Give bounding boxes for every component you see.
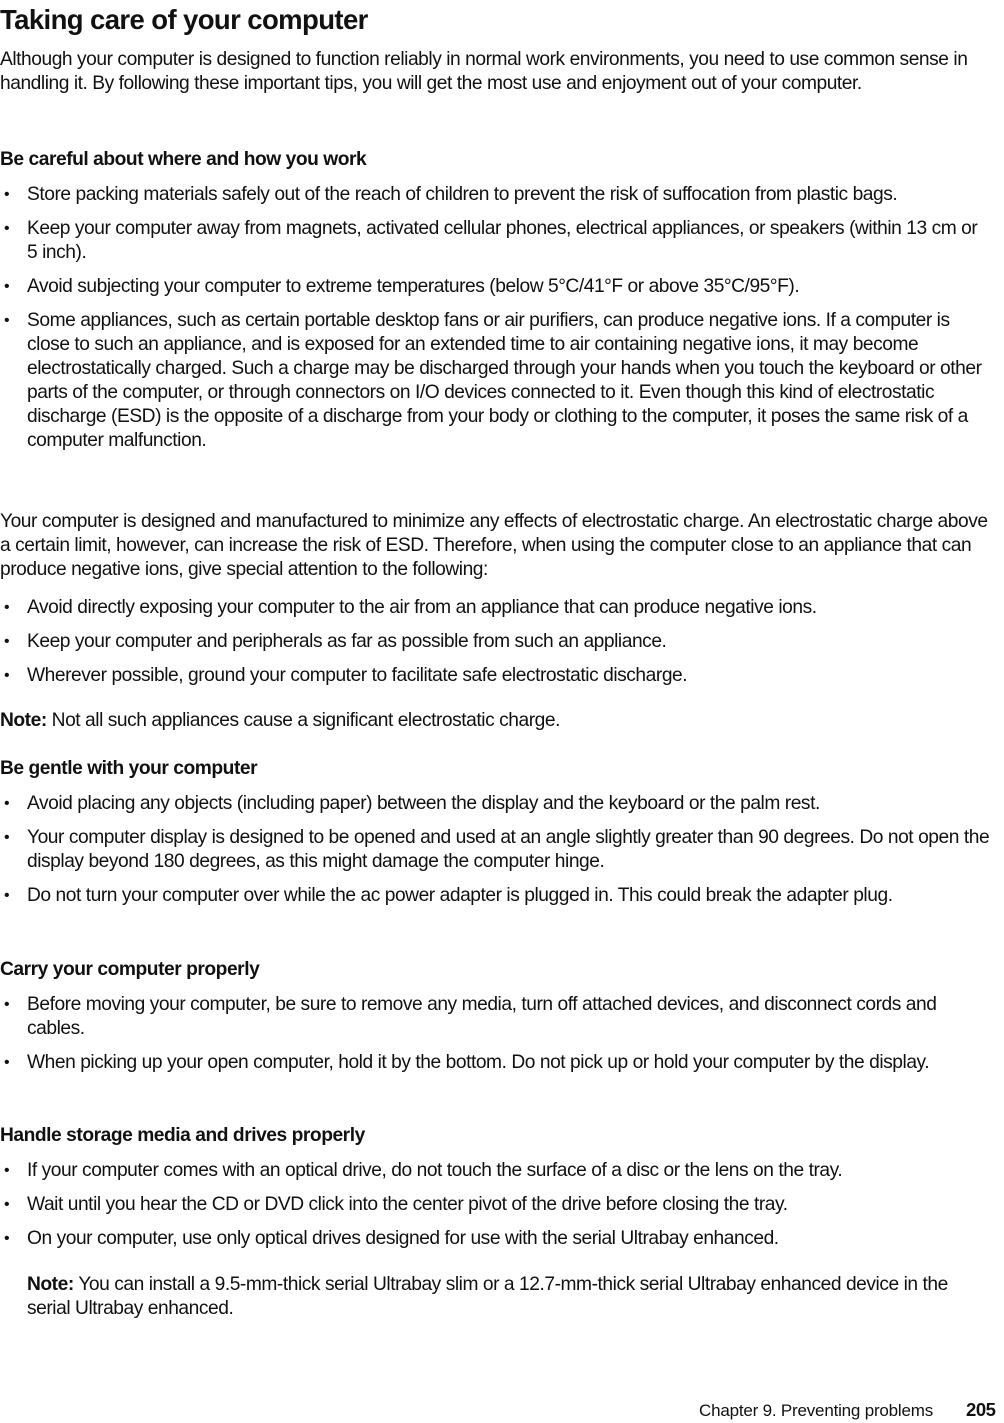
bullet-icon: •: [4, 633, 10, 650]
list-item-text: When picking up your open computer, hold it by the bottom. Do not pick up or hold your computer by the display.: [27, 1052, 930, 1073]
list-item-text: Before moving your computer, be sure to remove any media, turn off attached devices, and disconnect cords and cables.: [27, 994, 937, 1039]
section-heading-where-how: Be careful about where and how you work: [0, 149, 367, 170]
list-item: [0, 1227, 990, 1251]
list-item: [0, 664, 990, 688]
bullet-icon: •: [4, 312, 10, 329]
list-item: [0, 275, 990, 299]
bullet-list-carry: [0, 993, 990, 1075]
list-item: [0, 309, 990, 453]
bullet-icon: •: [4, 667, 10, 684]
bullet-list-storage: [0, 1159, 990, 1251]
bullet-icon: •: [4, 1230, 10, 1247]
bullet-list-where-how: [0, 183, 990, 453]
list-item: [0, 1051, 990, 1075]
bullet-icon: •: [4, 1054, 10, 1071]
note-text: You can install a 9.5-mm-thick serial Ultrabay slim or a 12.7-mm-thick serial Ultrabay enhanced device in the serial Ultrabay enhanced.: [27, 1274, 948, 1319]
note-storage: [27, 1273, 987, 1321]
list-item-text: Some appliances, such as certain portable desktop fans or air purifiers, can produce negative ions. If a computer is close to such an appliance, and is exposed for an extended time to air containing negative ions, it may become electrostatically charged. Such a charge may be discharged through your hands when you touch the keyboard or other parts of the computer, or through connectors on I/O devices connected to it. Even though this kind of electrostatic discharge (ESD) is the opposite of a discharge from your body or clothing to the computer, it poses the same risk of a computer malfunction.: [27, 310, 982, 451]
list-item: [0, 596, 990, 620]
esd-paragraph: Your computer is designed and manufactured to minimize any effects of electrostatic charge. An electrostatic charge above a certain limit, however, can increase the risk of ESD. Therefore, when using the computer close to an appliance that can produce negative ions, give special attention to the following:: [0, 511, 988, 580]
bullet-icon: •: [4, 795, 10, 812]
section-heading-storage: Handle storage media and drives properly: [0, 1125, 365, 1146]
bullet-icon: •: [4, 278, 10, 295]
list-item-text: Avoid placing any objects (including paper) between the display and the keyboard or the palm rest.: [27, 793, 820, 814]
list-item: [0, 1159, 990, 1183]
list-item-text: Keep your computer away from magnets, activated cellular phones, electrical appliances, or speakers (within 13 cm or 5 inch).: [27, 218, 978, 263]
list-item-text: Do not turn your computer over while the ac power adapter is plugged in. This could break the adapter plug.: [27, 885, 893, 906]
bullet-icon: •: [4, 186, 10, 203]
list-item-text: Your computer display is designed to be opened and used at an angle slightly greater than 90 degrees. Do not open the display beyond 180 degrees, as this might damage the computer hinge.: [27, 827, 990, 872]
bullet-icon: •: [4, 599, 10, 616]
bullet-icon: •: [4, 887, 10, 904]
note-label: Note:: [27, 1274, 74, 1295]
list-item-text: Avoid directly exposing your computer to the air from an appliance that can produce negative ions.: [27, 597, 817, 618]
bullet-icon: •: [4, 996, 10, 1013]
bullet-icon: •: [4, 220, 10, 237]
bullet-list-esd: [0, 596, 990, 688]
list-item-text: Avoid subjecting your computer to extreme temperatures (below 5°C/41°F or above 35°C/95°F).: [27, 276, 800, 297]
page-title: Taking care of your computer: [0, 4, 368, 35]
section-heading-gentle: Be gentle with your computer: [0, 758, 258, 779]
list-item-text: Wherever possible, ground your computer to facilitate safe electrostatic discharge.: [27, 665, 688, 686]
list-item: [0, 792, 990, 816]
list-item-text: If your computer comes with an optical drive, do not touch the surface of a disc or the lens on the tray.: [27, 1160, 843, 1181]
list-item-text: On your computer, use only optical drives designed for use with the serial Ultrabay enhanced.: [27, 1228, 779, 1249]
page-number: 205: [966, 1399, 996, 1420]
list-item: [0, 884, 990, 908]
footer-chapter: Chapter 9. Preventing problems: [699, 1401, 934, 1420]
bullet-icon: •: [4, 1196, 10, 1213]
bullet-icon: •: [4, 1162, 10, 1179]
list-item: [0, 630, 990, 654]
bullet-list-gentle: [0, 792, 990, 908]
note-label: Note:: [0, 710, 47, 731]
list-item-text: Store packing materials safely out of the reach of children to prevent the risk of suffocation from plastic bags.: [27, 184, 898, 205]
list-item: [0, 826, 990, 874]
section-heading-carry: Carry your computer properly: [0, 959, 260, 980]
list-item-text: Wait until you hear the CD or DVD click into the center pivot of the drive before closing the tray.: [27, 1194, 788, 1215]
note-esd: [0, 709, 560, 733]
bullet-icon: •: [4, 829, 10, 846]
note-text: Not all such appliances cause a significant electrostatic charge.: [51, 710, 560, 731]
list-item-text: Keep your computer and peripherals as far as possible from such an appliance.: [27, 631, 667, 652]
list-item: [0, 1193, 990, 1217]
list-item: [0, 993, 990, 1041]
list-item: [0, 183, 990, 207]
intro-paragraph: Although your computer is designed to function reliably in normal work environments, you need to use common sense in handling it. By following these important tips, you will get the most use and enjoyment out of your computer.: [0, 49, 968, 94]
list-item: [0, 217, 990, 265]
